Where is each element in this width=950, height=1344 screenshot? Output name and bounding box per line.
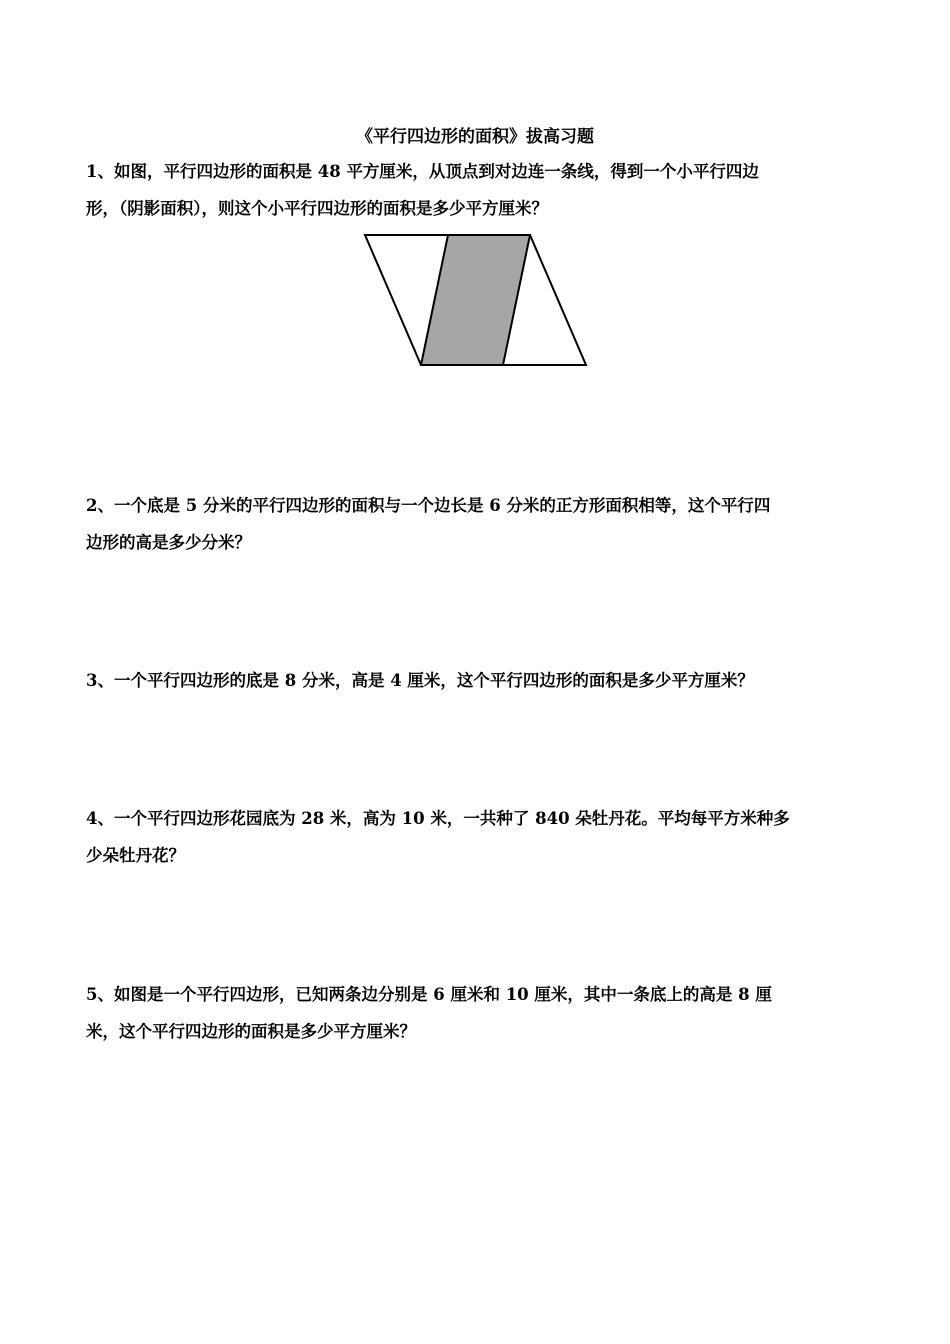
question-2-line-1: 2、一个底是 5 分米的平行四边形的面积与一个边长是 6 分米的正方形面积相等，这个平行四 (86, 496, 771, 515)
question-5-line-1: 5、如图是一个平行四边形，已知两条边分别是 6 厘米和 10 厘米，其中一条底上的高是 8 厘 (86, 985, 772, 1004)
question-3-line-1: 3、一个平行四边形的底是 8 分米，高是 4 厘米，这个平行四边形的面积是多少平方厘米？ (86, 671, 754, 690)
question-5-line-2: 米，这个平行四边形的面积是多少平方厘米？ (86, 1022, 416, 1041)
question-4 (86, 800, 868, 874)
question-1 (86, 153, 868, 227)
question-5 (86, 976, 868, 1050)
question-1-line-1: 1、如图，平行四边形的面积是 48 平方厘米，从顶点到对边连一条线，得到一个小平行四边 (86, 162, 759, 181)
parallelogram-figure (360, 230, 592, 372)
question-1-line-2: 形，（阴影面积），则这个小平行四边形的面积是多少平方厘米？ (86, 199, 548, 218)
question-4-line-2: 少朵牡丹花？ (86, 846, 185, 865)
document-title: 《平行四边形的面积》拔高习题 (356, 127, 594, 147)
question-4-line-1: 4、一个平行四边形花园底为 28 米，高为 10 米，一共种了 840 朵牡丹花。平均每平方米种多 (86, 809, 790, 828)
question-2 (86, 487, 868, 561)
question-3 (86, 662, 868, 699)
question-2-line-2: 边形的高是多少分米？ (86, 533, 251, 552)
